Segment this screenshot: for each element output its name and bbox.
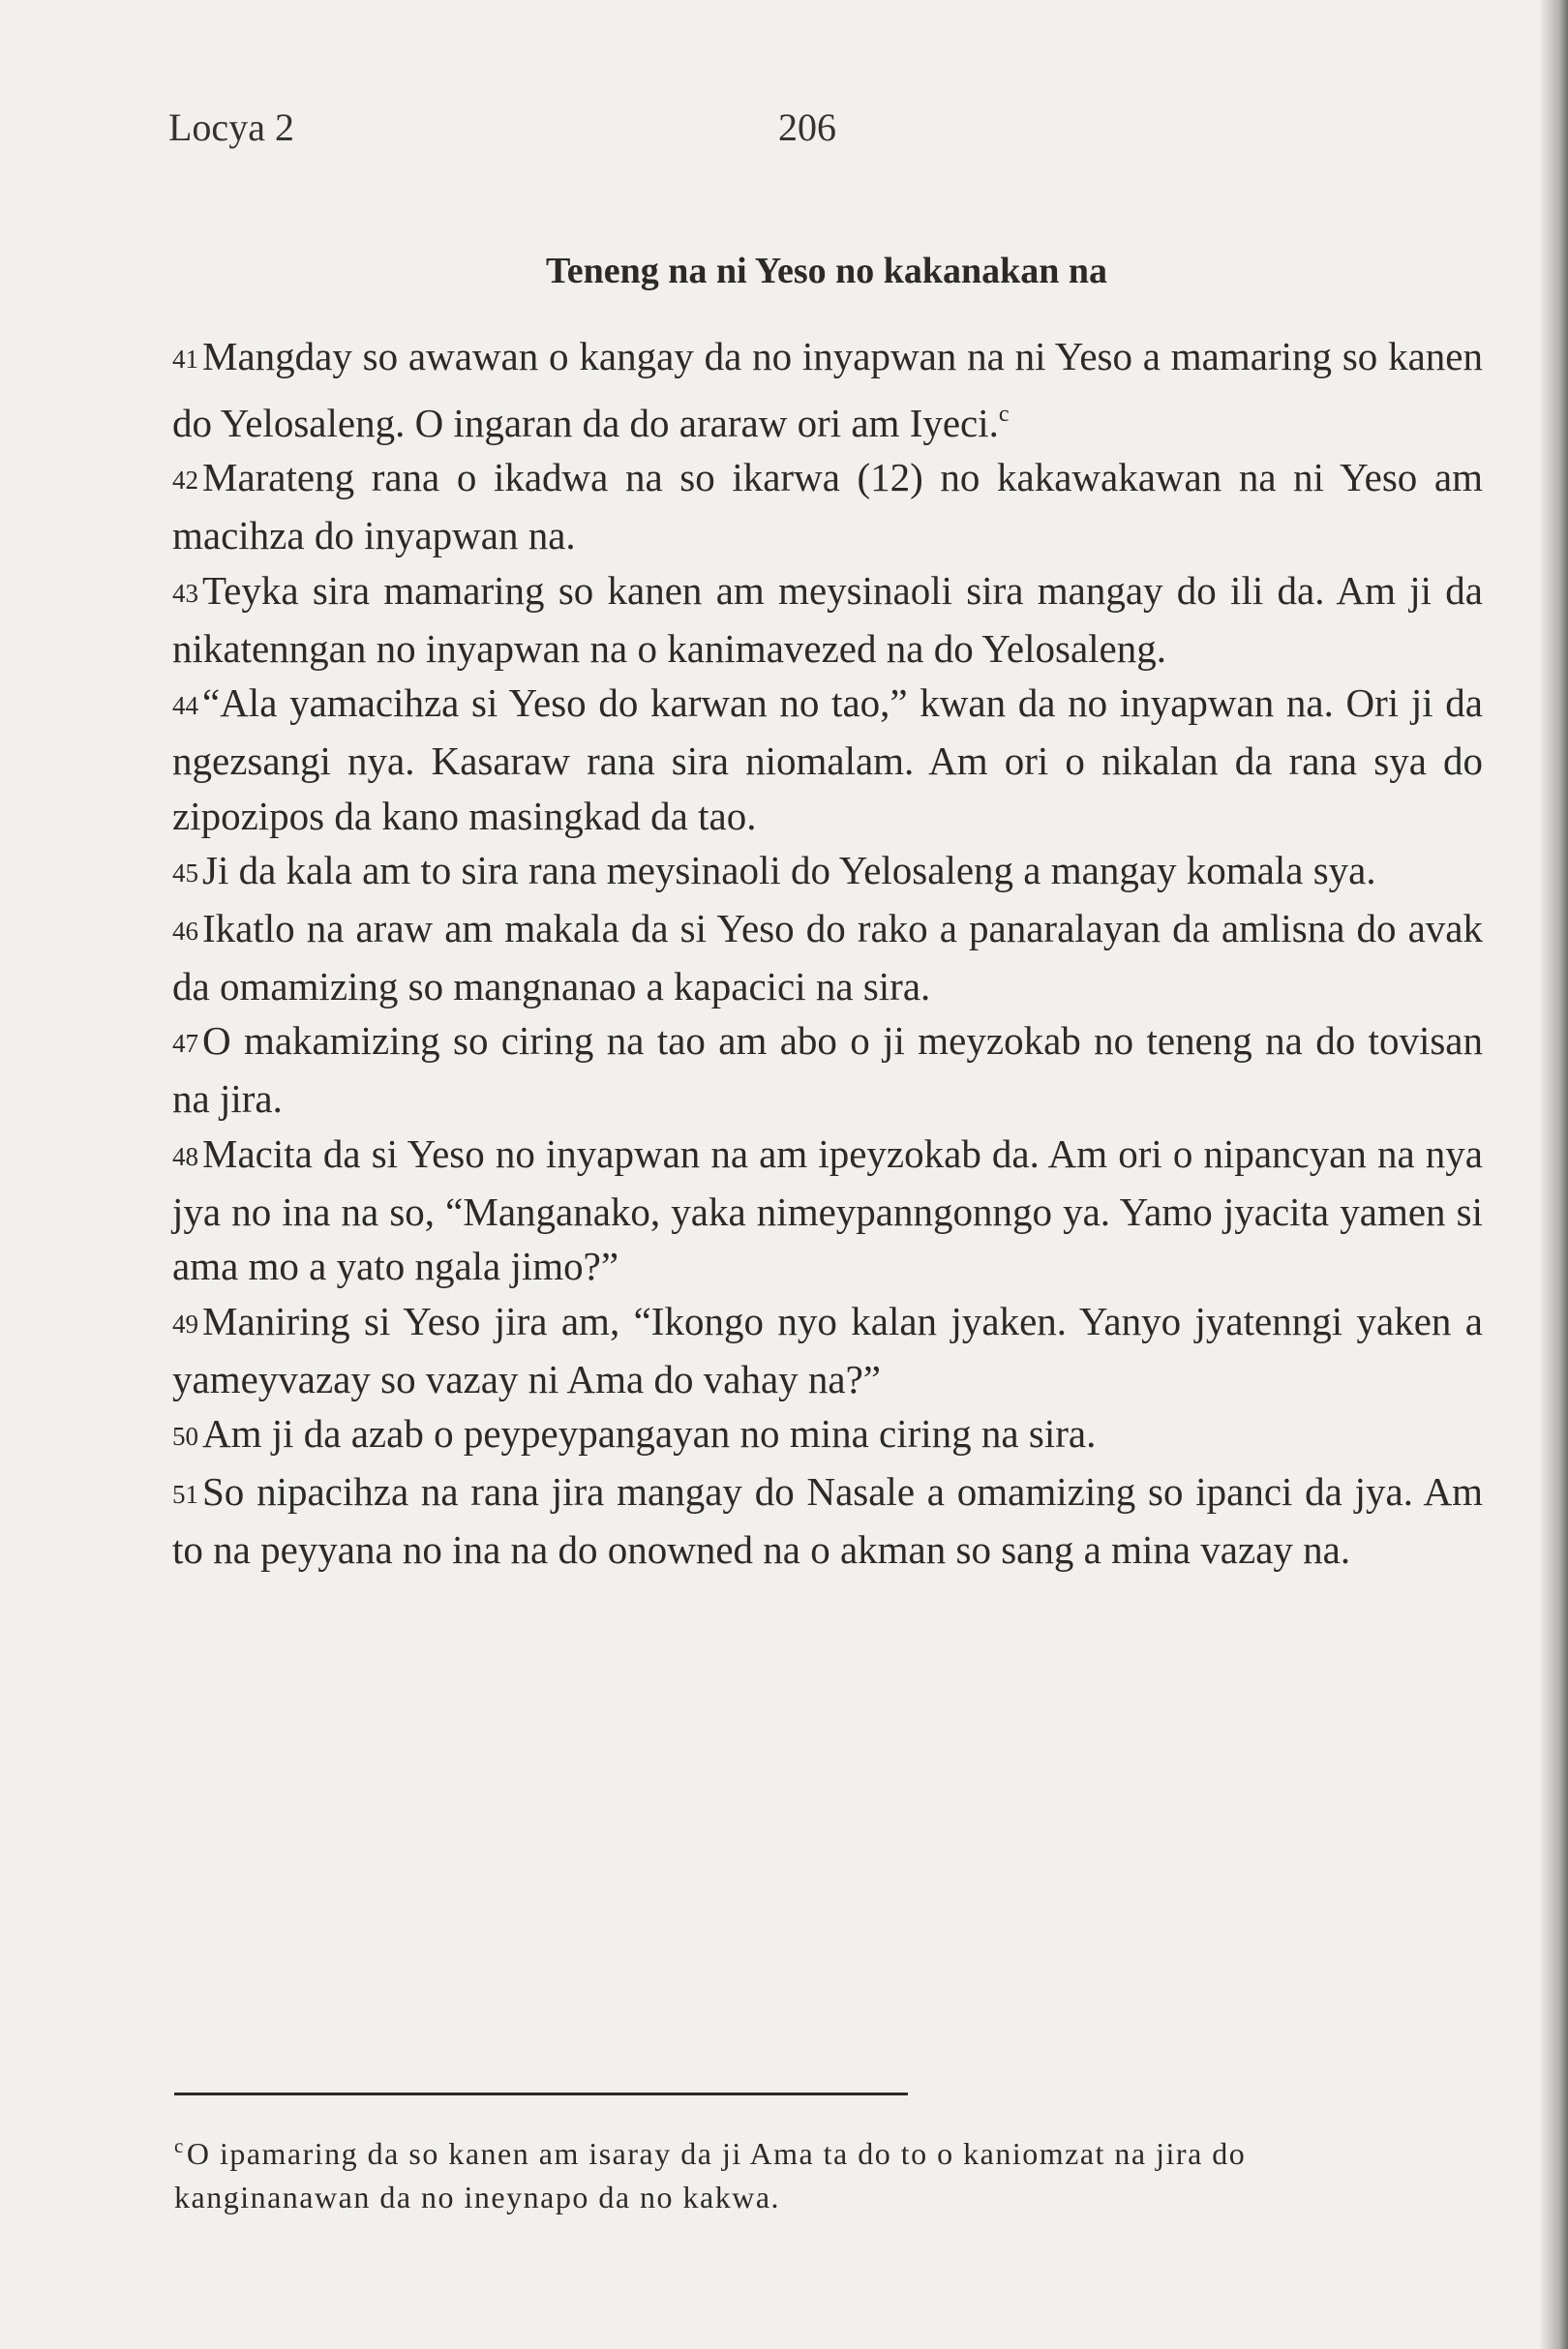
section-title: Teneng na ni Yeso no kakanakan na (545, 251, 1108, 291)
verse-number: 42 (172, 466, 198, 496)
footnote (174, 2124, 1432, 2219)
verse-51 (172, 1464, 1483, 1577)
verse-41 (172, 329, 1483, 450)
page-number: 206 (778, 105, 836, 149)
footnote-reference[interactable]: c (998, 401, 1010, 427)
binding-shadow (1539, 0, 1568, 2349)
verse-47 (172, 1013, 1483, 1126)
verse-number: 51 (172, 1480, 198, 1510)
verse-number: 45 (172, 858, 198, 888)
verse-48 (172, 1127, 1483, 1294)
verse-text: Am ji da azab o peypeypangayan no mina ciring na sira. (202, 1411, 1097, 1457)
verse-number: 49 (172, 1309, 198, 1339)
verse-number: 43 (172, 578, 198, 608)
verse-43 (172, 563, 1483, 676)
footnote-divider (174, 2093, 908, 2095)
verse-number: 48 (172, 1141, 198, 1171)
verse-text: Ikatlo na araw am makala da si Yeso do rako a panaralayan da amlisna do avak da omamizing so mangnanao a kapacici na sira. (172, 906, 1483, 1009)
verse-number: 47 (172, 1029, 198, 1059)
verse-number: 46 (172, 917, 198, 947)
verse-text: Teyka sira mamaring so kanen am meysinaoli sira mangay do ili da. Am ji da nikatenngan no inyapwan na o kanimavezed na do Yelosaleng. (172, 567, 1483, 671)
verse-44 (172, 676, 1483, 843)
verse-45 (172, 843, 1483, 901)
verse-number: 41 (172, 345, 198, 374)
verse-text: Ji da kala am to sira rana meysinaoli do Yelosaleng a mangay komala sya. (202, 848, 1376, 893)
page-header (168, 105, 1485, 163)
verse-text: “Ala yamacihza si Yeso do karwan no tao,” kwan da no inyapwan na. Ori ji da ngezsangi nya. Kasaraw rana sira niomalam. Am ori o nikalan da rana sya do zipozipos da kano masingkad da tao. (172, 680, 1483, 838)
verse-42 (172, 450, 1483, 562)
verse-text: Macita da si Yeso no inyapwan na am ipeyzokab da. Am ori o nipancyan na nya jya no ina na so, “Manganako, yaka nimeypanngonngo ya. Yamo jyacita yamen si ama mo a yato ngala jimo?” (172, 1130, 1483, 1289)
footnote-c (174, 2124, 1432, 2219)
verse-number: 50 (172, 1422, 198, 1452)
verse-text: Maniring si Yeso jira am, “Ikongo nyo kalan jyaken. Yanyo jyatenngi yaken a yameyvazay so vazay ni Ama do vahay na?” (172, 1298, 1483, 1401)
scripture-text (172, 329, 1483, 1577)
verse-text: So nipacihza na rana jira mangay do Nasale a omamizing so ipanci da jya. Am to na peyyana no ina na do onowned na o akman so sang a mina vazay na. (172, 1469, 1483, 1572)
verse-text: Mangday so awawan o kangay da no inyapwan na ni Yeso a mamaring so kanen do Yelosaleng. O ingaran da do araraw ori am Iyeci. (172, 334, 1483, 445)
verse-text: Marateng rana o ikadwa na so ikarwa (12) no kakawakawan na ni Yeso am macihza do inyapwan na. (172, 455, 1483, 558)
verse-50 (172, 1406, 1483, 1464)
verse-46 (172, 901, 1483, 1013)
footnote-text: O ipamaring da so kanen am isaray da ji Ama ta do to o kaniomzat na jira do kanginanawan da no ineynapo da no kakwa. (174, 2136, 1247, 2214)
footnote-letter: c (174, 2134, 185, 2157)
verse-number: 44 (172, 691, 198, 721)
verse-49 (172, 1294, 1483, 1406)
verse-text: O makamizing so ciring na tao am abo o ji meyzokab no teneng na do tovisan na jira. (172, 1018, 1483, 1122)
running-head: Locya 2 (168, 105, 294, 149)
